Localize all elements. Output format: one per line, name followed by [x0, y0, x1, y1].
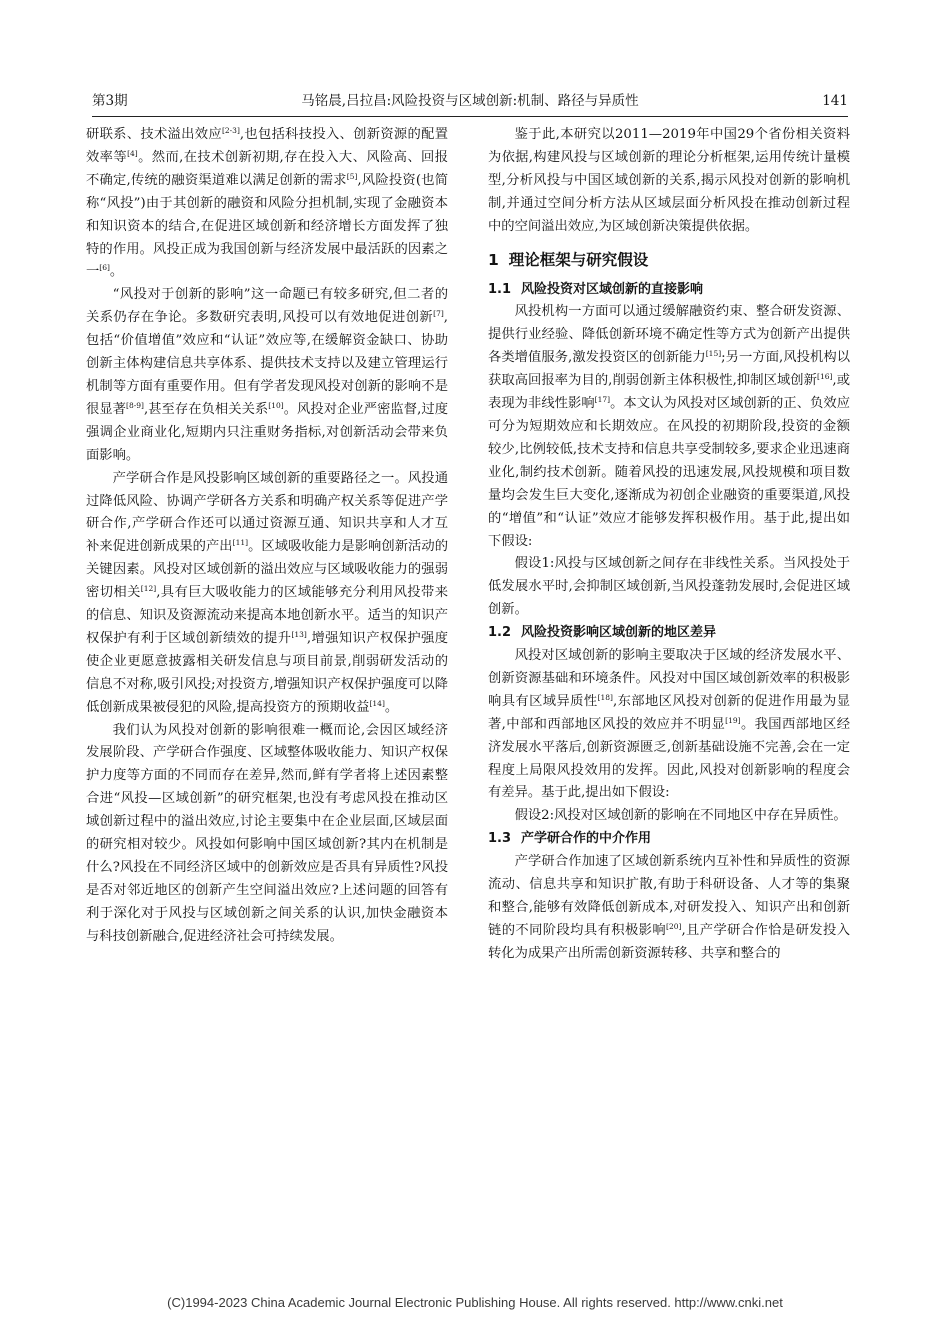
running-header — [92, 90, 848, 112]
paragraph: 我们认为风投对创新的影响很难一概而论,会因区域经济发展阶段、产学研合作强度、区域整体吸收能力、知识产权保护力度等方面的不同而存在差异,然而,鲜有学者将上述因素整合进“风投—区域创新”的研究框架,也没有考虑风投在推动区域创新过程中的溢出效应,讨论主要集中在企业层面,区域层面的研究相对较少。风投如何影响中国区域创新?其内在机制是什么?风投在不同经济区域中的创新效应是否具有异质性?风投是否对邻近地区的创新产生空间溢出效应?上述问题的回答有利于深化对于风投与区域创新之间关系的认识,加快金融资本与科技创新融合,促进经济社会可持续发展。 — [86, 722, 448, 944]
subsection-heading: 1.2 风险投资影响区域创新的地区差异 — [488, 625, 717, 641]
paragraph: 产学研合作是风投影响区域创新的重要路径之一。风投通过降低风险、协调产学研各方关系和明确产权关系等促进产学研合作,产学研合作还可以通过资源互通、知识共享和人才互补来促进创新成果的产出[11]。区域吸收能力是影响创新活动的关键因素。风投对区域创新的溢出效应与区域吸收能力的强弱密切相关[12],具有巨大吸收能力的区域能够充分利用风投带来的信息、知识及资源流动来提高本地创新水平。适当的知识产权保护有利于区域创新绩效的提升[13],增强知识产权保护强度使企业更愿意披露相关研发信息与项目前景,削弱研发活动的信息不对称,吸引风投;对投资方,增强知识产权保护强度可以降低创新成果被侵犯的风险,提高投资方的预期收益[14]。 — [86, 470, 449, 715]
paragraph: 风投对区域创新的影响主要取决于区域的经济发展水平、创新资源基础和环境条件。风投对中国区域创新效率的积极影响具有区域异质性[18],东部地区风投对创新的促进作用最为显著,中部和西部地区风投的效应并不明显[19]。我国西部地区经济发展水平落后,创新资源匮乏,创新基础设施不完善,会在一定程度上局限风投效用的发挥。因此,风投对创新影响的程度会有差异。基于此,提出如下假设: — [488, 648, 850, 801]
hypothesis: 假设1:风投与区域创新之间存在非线性关系。当风投处于低发展水平时,会抑制区域创新,当风投蓬勃发展时,会促进区域创新。 — [488, 556, 850, 618]
header-rule — [92, 116, 848, 117]
hypothesis: 假设2:风投对区域创新的影响在不同地区中存在异质性。 — [514, 808, 847, 824]
copyright-footer: (C)1994-2023 China Academic Journal Electronic Publishing House. All rights reserved. http://www.cnki.net — [167, 1295, 783, 1310]
running-title: 马铭晨,吕拉昌:风险投资与区域创新:机制、路径与异质性 — [301, 93, 639, 109]
left-column — [86, 124, 448, 949]
paragraph: 产学研合作加速了区域创新系统内互补性和异质性的资源流动、信息共享和知识扩散,有助于科研设备、人才等的集聚和整合,能够有效降低创新成本,对研发投入、知识产出和创新链的不同阶段均具有积极影响[20],且产学研合作恰是研发投入转化为成果产出所需创新资源转移、共享和整合的 — [488, 854, 850, 961]
paragraph: “风投对于创新的影响”这一命题已有较多研究,但二者的关系仍存在争论。多数研究表明,风投可以有效地促进创新[7],包括“价值增值”效应和“认证”效应等,在缓解资金缺口、协助创新主体构建信息共享体系、提供技术支持以及建立管理运行机制等方面有重要作用。但有学者发现风投对创新的影响不是很显著[8-9],甚至存在负相关关系[10]。风投对企业严密监督,过度强调企业商业化,短期内只注重财务指标,对创新活动会带来负面影响。 — [86, 287, 448, 463]
right-column — [488, 124, 850, 966]
paragraph: 风投机构一方面可以通过缓解融资约束、整合研发资源、提供行业经验、降低创新环境不确定性等方式为创新产出提供各类增值服务,激发投资区的创新能力[15];另一方面,风投机构以获取高回报率为目的,削弱创新主体积极性,抑制区域创新[16],或表现为非线性影响[17]。本文认为风投对区域创新的正、负效应可分为短期效应和长期效应。在风投的初期阶段,投资的金额较少,比例较低,技术支持和信息共享受制较多,要求企业迅速商业化,制约技术创新。随着风投的迅速发展,风投规模和项目数量均会发生巨大变化,逐渐成为初创企业融资的重要渠道,风投的“增值”和“认证”效应才能够发挥积极作用。基于此,提出如下假设: — [488, 304, 851, 549]
section-heading: 1 理论框架与研究假设 — [488, 250, 649, 269]
issue-label: 第3期 — [92, 93, 128, 109]
paragraph: 鉴于此,本研究以2011—2019年中国29个省份相关资料为依据,构建风投与区域创新的理论分析框架,运用传统计量模型,分析风投与中国区域创新的关系,揭示风投对创新的影响机制,并通过空间分析方法从区域层面分析风投在推动创新过程中的空间溢出效应,为区域创新决策提供依据。 — [488, 127, 850, 234]
subsection-heading: 1.3 产学研合作的中介作用 — [488, 831, 652, 847]
paragraph: 研联系、技术溢出效应[2-3],也包括科技投入、创新资源的配置效率等[4]。然而,在技术创新初期,存在投入大、风险高、回报不确定,传统的融资渠道难以满足创新的需求[5],风险投资(也简称“风投”)由于其创新的融资和风险分担机制,实现了金融资本和知识资本的结合,在促进区域创新和经济增长方面发挥了独特的作用。风投正成为我国创新与经济发展中最活跃的因素之一[6]。 — [86, 126, 449, 280]
page-number: 141 — [822, 93, 848, 109]
subsection-heading: 1.1 风险投资对区域创新的直接影响 — [488, 281, 704, 297]
